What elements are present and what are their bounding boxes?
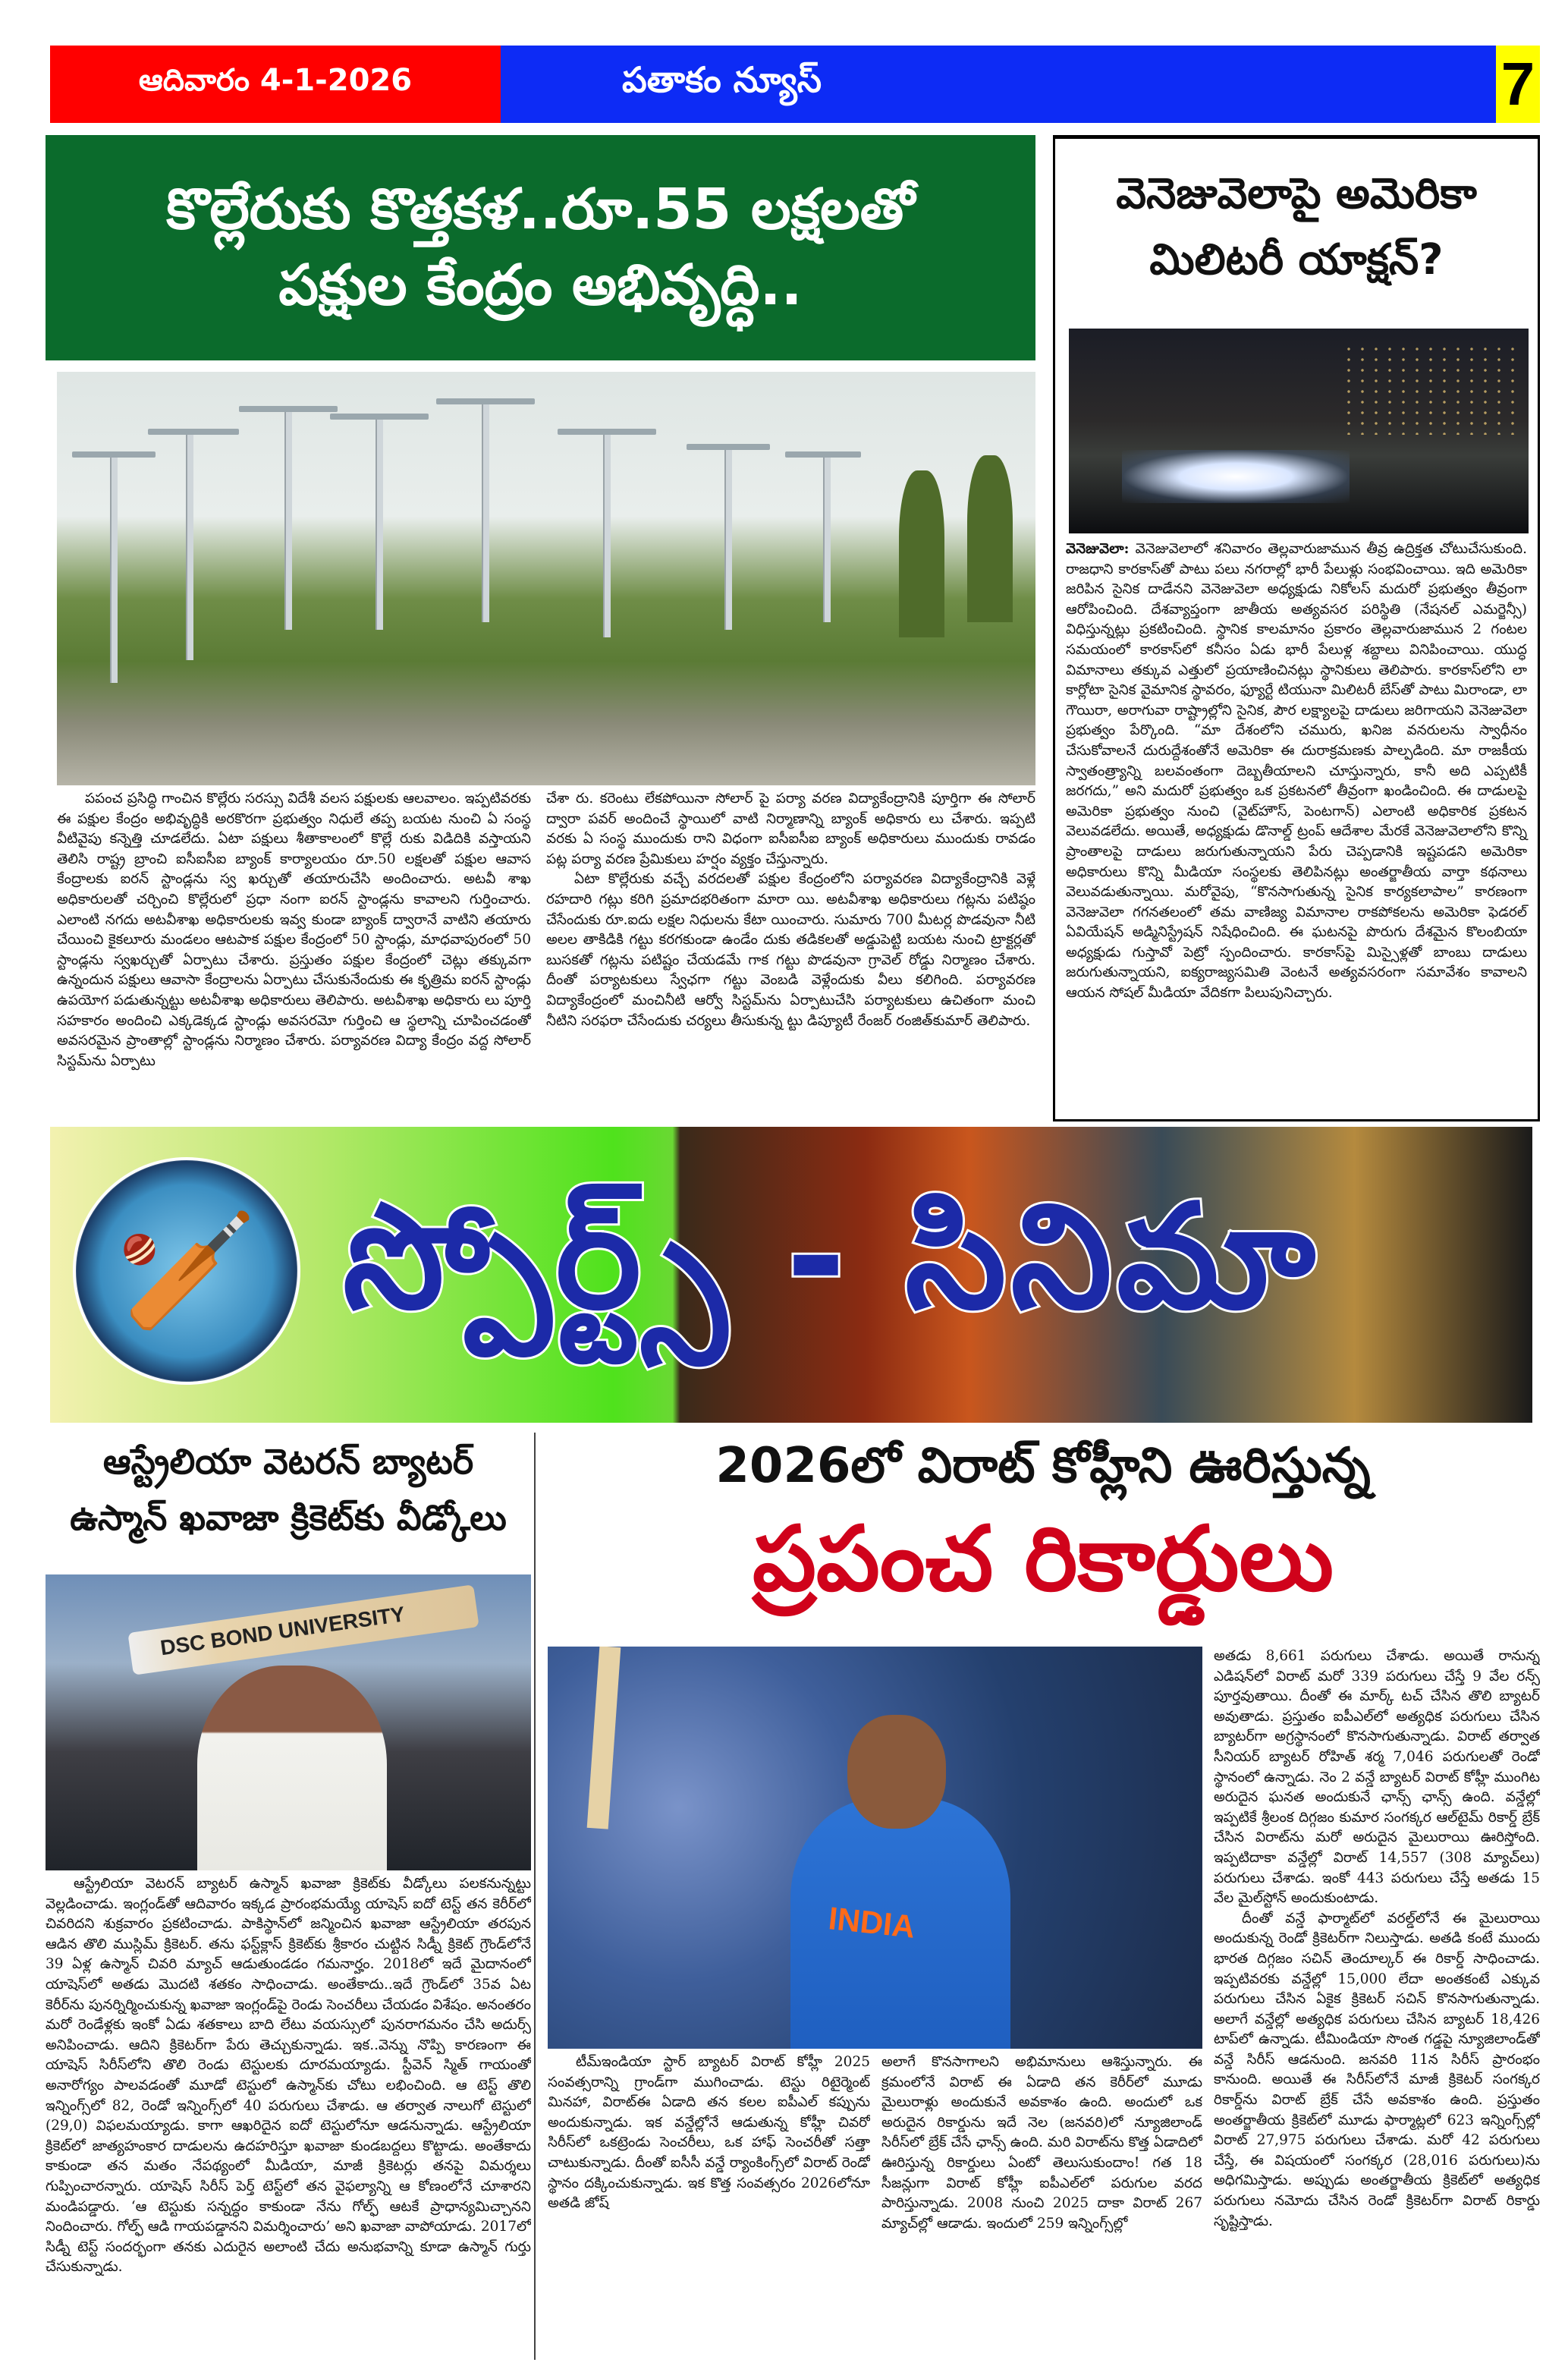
khawaja-headline-line1: ఆస్ట్రేలియా వెటరన్ బ్యాటర్ <box>102 1441 474 1482</box>
venezuela-headline-line2: మిలిటరీ యాక్షన్? <box>1149 234 1444 285</box>
issue-date: ఆదివారం 4-1-2026 <box>138 63 413 98</box>
palm-tree <box>967 455 1013 622</box>
kohli-column-3 <box>1214 1647 1540 2364</box>
khawaja-body <box>46 1874 531 2364</box>
venezuela-story-box <box>1053 135 1540 1121</box>
bat-label: DSC BOND UNIVERSITY <box>127 1584 479 1675</box>
column-divider <box>534 1433 536 2360</box>
page-number-box <box>1496 46 1540 123</box>
sports-cinema-banner <box>50 1127 1532 1423</box>
kohli-headline-line1: 2026లో విరాట్ కోహ్లీని ఊరిస్తున్న <box>715 1438 1371 1494</box>
lead-headline-line1: కొల్లేరుకు కొత్తకళ..రూ.55 లక్షలతో <box>166 176 915 242</box>
lead-paragraph: పపంచ ప్రసిద్ధి గాంచిన కొల్లేరు సరస్సు విదేశీ వలస పక్షులకు ఆలవాలం. ఇప్పటివరకు ఈ పక్షుల కేంద్రం అభివృద్ధికి అరకొరగా ప్రభుత్వం నిధులే తప్ప బయట నుంచి ఏ సంస్థ వీటివైపు కన్నెత్తి చూడలేదు. ఏటా పక్షులు శీతాకాలంలో కొల్లే రుకు విడిదికి వస్తాయని తెలిసి రాష్ట్ర బ్రాంచి ఐసీఐసీఐ బ్యాంక్ కార్యాలయం రూ.50 లక్షలతో పక్షుల ఆవాస కేంద్రాలకు ఐరన్ స్టాండ్లను స్వ ఖర్చుతో తయారుచేసి అందించారు. అటవీ శాఖ అధికారులతో చర్చించి కొల్లేరులో ప్రధా నంగా ఐరన్ స్టాండ్లను కావాలని గుర్తించారు. ఎలాంటి నగదు అటవీశాఖ అధికారులకు ఇవ్వ కుండా బ్యాంక్ ద్వారానే వాటిని తయారు చేయించి కైకలూరు మండలం ఆటపాక పక్షుల కేంద్రంలో 50 స్టాండ్లు, మాధవాపురంలో 50 స్టాండ్లను స్వఖర్చుతో ఏర్పాటు చేశారు. ప్రస్తుతం పక్షుల కేంద్రంలో చెట్లు తక్కువగా ఉన్నందున పక్షులు ఆవాసా కేంద్రాలను ఏర్పాటు చేసుకునేందుకు ఈ కృత్రిమ ఐరన్ స్టాండ్లు ఉపయోగ పడుతున్నట్టు అటవీశాఖ అధికారులు తెలిపారు. అటవీశాఖ అధికారు లు పూర్తి సహకారం అందించి ఎక్కడెక్కడ స్టాండ్లు అవసరమో గుర్తించి ఆ స్థలాన్ని చూపించడంతో అవసరమైన ప్రాంతాల్లో స్టాండ్లను నిర్మాణం చేశారు. పర్యావరణ విద్యా కేంద్రం వద్ద సోలార్ సిస్టమ్‌ను ఏర్పాటు <box>57 791 531 1069</box>
lead-paragraph: చేశా రు. కరెంటు లేకపోయినా సోలార్ పై పర్యా వరణ విద్యాకేంద్రానికి పూర్తిగా ఈ సోలార్ ద్వారా పవర్ అందించే స్థాయిలో వాటి నిర్మాణాన్ని బ్యాంక్ అధికారు లు చేశారు. ఇప్పటి వరకు ఏ సంస్థ ముందుకు రాని విధంగా ఐసీఐసీఐ బ్యాంక్ అధికారులు ముందుకు రావడం పట్ల పర్యా వరణ ప్రేమికులు హర్షం వ్యక్తం చేస్తున్నారు. <box>546 791 1035 867</box>
kohli-headline-line2: ప్రపంచ రికార్డులు <box>753 1506 1334 1611</box>
kohli-column-2 <box>881 2053 1202 2364</box>
lead-headline <box>46 135 1035 360</box>
lead-headline-line2: పక్షుల కేంద్రం అభివృద్ధి.. <box>278 252 803 318</box>
masthead-bar <box>501 46 1496 123</box>
venezuela-text: వెనెజువెలాలో శనివారం తెల్లవారుజామున తీవ్ర ఉద్రిక్తత చోటుచేసుకుంది. రాజధాని కారకాస్‌తో పాటు పలు నగరాల్లో భారీ పేలుళ్లు సంభవించాయి. ఇది అమెరికా జరిపిన సైనిక దాడేనని వెనెజువెలా అధ్యక్షుడు నికోలస్ మదురో ప్రభుత్వం తీవ్రంగా ఆరోపించింది. దేశవ్యాప్తంగా జాతీయ అత్యవసర పరిస్థితి (నేషనల్ ఎమర్జెన్సీ) విధిస్తున్నట్లు ప్రకటించింది. స్థానిక కాలమానం ప్రకారం తెల్లవారుజామున 2 గంటల సమయంలో కారకాస్‌లో కనీసం ఏడు భారీ పేలుళ్ల శబ్దాలు వినిపించాయి. యుద్ధ విమానాలు తక్కువ ఎత్తులో ప్రయాణించినట్లు స్థానికులు తెలిపారు. కారకాస్‌లోని లా కార్లోటా సైనిక వైమానిక స్థావరం, ఫ్యూర్టే టియునా మిలిటరీ బేస్‌తో పాటు మిరాండా, లా గౌయిరా, అరాగువా రాష్ట్రాల్లోని సైనిక, పౌర లక్ష్యాలపై దాడులు జరిగాయని వెనెజువెలా ప్రభుత్వం పేర్కొంది. “మా దేశంలోని చమురు, ఖనిజ వనరులను స్వాధీనం చేసుకోవాలనే దురుద్దేశంతోనే అమెరికా ఈ దురాక్రమణకు పాల్పడింది. మా రాజకీయ స్వాతంత్ర్యాన్ని బలవంతంగా దెబ్బతీయాలని చూస్తున్నారు, కానీ అది ఎప్పటికీ జరగదు,” అని మదురో ప్రభుత్వం ఒక ప్రకటనలో తీవ్రంగా ఖండించింది. ఈ దాడులపై అమెరికా ప్రభుత్వం నుంచి (వైట్‌హౌస్, పెంటగాన్) ఎలాంటి అధికారిక ప్రకటన వెలువడలేదు. అయితే, అధ్యక్షుడు డొనాల్డ్ ట్రంప్ ఆదేశాల మేరకే వెనెజువెలాలోని కొన్ని ప్రాంతాలపై దాడులు జరుగుతున్నాయని పేరు చెప్పడానికి ఇష్టపడని అమెరికా అధికారులు కొన్ని మీడియా సంస్థలకు తెలిపినట్లు అంతర్జాతీయ వార్తా కథనాలు వెలువడుతున్నాయి. మరోవైపు, “కొనసాగుతున్న సైనిక కార్యకలాపాల” కారణంగా వెనెజువెలా గగనతలంలో తమ వాణిజ్య విమానాల రాకపోకలను అమెరికా ఫెడరల్ ఏవియేషన్ అడ్మినిస్ట్రేషన్ నిషేధించింది. ఈ ఘటనపై పొరుగు దేశమైన కొలంబియా అధ్యక్షుడు గుస్తావో పెట్రో స్పందించారు. కారకాస్‌పై మిస్సైళ్లతో బాంబు దాడులు జరుగుతున్నాయని, ఐక్యరాజ్యసమితి వెంటనే అత్యవసరంగా సమావేశం కావాలని ఆయన సోషల్ మీడియా వేదికగా పిలుపునిచ్చారు. <box>1066 541 1527 1002</box>
section-title: స్పోర్ట్స్ - సినిమా <box>343 1173 1320 1341</box>
kohli-paragraph: అలాగే కొనసాగాలని అభిమానులు ఆశిస్తున్నారు. ఈ క్రమంలోనే విరాట్ ఈ ఏడాది తన కెరీర్‌లో మూడు మైలురాళ్లు అందుకునే అవకాశం ఉంది. అందులో ఒక అరుదైన రికార్డును ఇదే నెల (జనవరి)లో న్యూజిలాండ్ సిరీస్‌లో బ్రేక్ చేసే ఛాన్స్ ఉంది. మరి విరాట్‌ను కొత్త ఏడాదిలో ఊరిస్తున్న రికార్డులు ఏంటో తెలుసుకుందాం! గత 18 సీజన్లుగా విరాట్ కోహ్లీ ఐపీఎల్‌లో పరుగుల వరద పారిస్తున్నాడు. 2008 నుంచి 2025 దాకా విరాట్ 267 మ్యాచ్‌ల్లో ఆడాడు. ఇందులో 259 ఇన్నింగ్స్‌ల్లో <box>881 2054 1202 2232</box>
khawaja-photo <box>46 1574 531 1870</box>
paper-name: పతాకం న్యూస్ <box>622 59 822 100</box>
date-bar <box>50 46 501 123</box>
bird-stands-photo <box>57 372 1035 785</box>
page-number: 7 <box>1500 50 1535 118</box>
kohli-paragraph: టీమ్‌ఇండియా స్టార్ బ్యాటర్ విరాట్ కోహ్లీ 2025 సంవత్సరాన్ని గ్రాండ్‌గా ముగించాడు. టెస్టు రిటైర్మెంట్ మినహా, విరాట్‌ఈ ఏడాది తన కలల ఐపీఎల్ కప్పును అందుకున్నాడు. ఇక వన్డేల్లోనే ఆడుతున్న కోహ్లీ చివరో సిరీస్‌లో ఒకట్రెండు సెంచరీలు, ఒక హాఫ్ సెంచరీతో సత్తా చాటుకున్నాడు. దీంతో ఐసీసీ వన్డే ర్యాంకింగ్స్‌లో విరాట్ రెండో స్థానం దక్కించుకున్నాడు. ఇక కొత్త సంవత్సరం 2026లోనూ అతడి జోష్ <box>548 2054 870 2212</box>
cricket-logo-icon: 🏏 <box>73 1157 300 1385</box>
kohli-paragraph: అతడు 8,661 పరుగులు చేశాడు. అయితే రానున్న ఎడిషన్‌లో విరాట్ మరో 339 పరుగులు చేస్తే 9 వేల రన్స్ పూర్తవుతాయి. దీంతో ఈ మార్క్ టచ్ చేసిన తొలి బ్యాటర్ అవుతాడు. ప్రస్తుతం ఐపీఎల్‌లో అత్యధిక పరుగులు చేసిన బ్యాటర్‌గా అగ్రస్థానంలో కొనసాగుతున్నాడు. విరాట్ తర్వాత సీనియర్ బ్యాటర్ రోహిత్ శర్మ 7,046 పరుగులతో రెండో స్థానంలో ఉన్నాడు. నెం 2 వన్డే బ్యాటర్ విరాట్ కోహ్లీ ముంగిట అరుదైన ఘనత అందుకునే ఛాన్స్ ఛాన్స్ ఉంది. వన్డేల్లో ఇప్పటికే శ్రీలంక దిగ్గజం కుమార సంగక్కర ఆల్‌టైమ్ రికార్డ్ బ్రేక్ చేసిన విరాట్‌ను మరో అరుదైన మైలురాయి ఊరిస్తోంది. ఇప్పటిదాకా వన్డేల్లో విరాట్ 14,557 (308 మ్యాచ్‌లు) పరుగులు చేశాడు. ఇంకో 443 పరుగులు చేస్తే అతడు 15 వేల మైల్‌స్టోన్ అందుకుంటాడు. <box>1214 1648 1540 1907</box>
venezuela-dateline: వెనెజువెలా: <box>1066 541 1130 557</box>
venezuela-headline <box>1055 162 1538 294</box>
venezuela-headline-line1: వెనెజువెలాపై అమెరికా <box>1116 169 1477 219</box>
palm-tree <box>899 470 944 637</box>
khawaja-paragraph: ఆస్ట్రేలియా వెటరన్ బ్యాటర్ ఉస్మాన్ ఖవాజా క్రికెట్‌కు వీడ్కోలు పలకనున్నట్టు వెల్లడించాడు. ఇంగ్లండ్‌తో ఆదివారం ఇక్కడ ప్రారంభమయ్యే యాషెస్ ఐదో టెస్ట్ తన కెరీర్‌లో చివరిదని శుక్రవారం ప్రకటించాడు. పాకిస్థాన్‌లో జన్మించిన ఖవాజా ఆస్ట్రేలియా తరపున ఆడిన తొలి ముస్లిమ్ క్రికెటర్. తను ఫస్ట్‌క్లాస్ క్రికెట్‌కు శ్రీకారం చుట్టిన సిడ్నీ క్రికెట్ గ్రౌండ్‌లోనే 39 ఏళ్ల ఉస్మాన్ చివరి మ్యాచ్ ఆడుతుండడం గమనార్హం. 2018లో ఇదే మైదానంలో యాషెస్‌లో అతడు మొదటి శతకం సాధించాడు. అంతేకాదు..ఇదే గ్రౌండ్‌లో 35వ ఏట కెరీర్‌ను పునర్నిర్మించుకున్న ఖవాజా ఇంగ్లండ్‌పై రెండు సెంచరీలు చేయడం విశేషం. అనంతరం మరో రెండేళ్లకు ఇంకో ఏడు శతకాలు బాది లేటు వయస్సులో పునరాగమనం చేసి అదుర్స్ అనిపించాడు. ఆదిని క్రికెటర్‌గా పేరు తెచ్చుకున్నాడు. ఇక..వెన్ను నొప్పి కారణంగా ఈ యాషెస్ సిరీస్‌లోని తొలి రెండు టెస్టులకు దూరమయ్యాడు. స్టీవెన్ స్మిత్ గాయంతో అనారోగ్యం పాలవడంతో మూడో టెస్టులో ఉస్మాన్‌కు చోటు లభించింది. ఆ టెస్ట్ తొలి ఇన్నింగ్స్‌లో 82, రెండో ఇన్నింగ్స్‌లో 40 పరుగులు చేశాడు. ఆ తర్వాత నాలుగో టెస్టులో (29,0) విఫలమయ్యాడు. కాగా ఆఖరిదైన ఐదో టెస్టులోనూ ఆడనున్నాడు. ఆస్ట్రేలియా క్రికెట్‌లో జాత్యహంకార దాడులను ఉదహరిస్తూ ఖవాజా కుండబద్దలు కొట్టాడు. అంతేకాదు కాకుండా తన మతం నేపథ్యంలో మీడియా, మాజీ క్రికెటర్లు తనపై విమర్శలు గుప్పించారన్నారు. యాషెస్ సిరీస్ పెర్త్ టెస్ట్‌లో తన వైఫల్యాన్ని ఆ కోణంలోనే చూశారని మండిపడ్డారు. ‘ఆ టెస్టుకు సన్నద్ధం కాకుండా నేను గోల్ఫ్ ఆటకే ప్రాధాన్యమిచ్చానని నిందించారు. గోల్ఫ్ ఆడి గాయపడ్డానని విమర్శించారు’ అని ఖవాజా వాపోయాడు. 2017లో సిడ్నీ టెస్ట్ సందర్భంగా తనకు ఎదురైన అలాంటి చేదు అనుభవాన్ని కూడా ఉస్మాన్ గుర్తు చేసుకున్నాడు. <box>46 1876 531 2276</box>
lead-story-column-1 <box>57 789 531 1108</box>
lead-paragraph: ఏటా కొల్లేరుకు వచ్చే వరదలతో పక్షుల కేంద్రంలోని పర్యావరణ విద్యాకేంద్రానికి వెళ్లే రహదారి గట్లు కరిగి ప్రమాదభరితంగా మారా యి. అటవీశాఖ అధికారులు గట్లను పటిష్ఠం చేసేందుకు రూ.ఐదు లక్షల నిధులను కేటా యించారు. సుమారు 700 మీటర్ల పొడవునా నీటి అలల తాకిడికి గట్టు కరగకుండా ఉండేం దుకు తడికలతో అడ్డుపెట్టి బయట నుంచి ట్రాక్టర్లతో బుసకతో గట్లను పటిష్టం చేయడమే గాక గట్టు పొడవునా గ్రావెల్ రోడ్డు నిర్మాణం చేశారు. దీంతో పర్యాటకులు స్వేఛగా గట్టు వెంబడి వెళ్లేందుకు వీలు కలిగింది. పర్యావరణ విద్యాకేంద్రంలో మంచినీటి ఆర్వో సిస్టమ్‌ను ఏర్పాటుచేసి పర్యాటకులు ఉచితంగా మంచి నీటిని సరఫరా చేసేందుకు చర్యలు తీసుకున్న ట్టు డిప్యూటీ రేంజర్ రంజిత్‌కుమార్ తెలిపారు. <box>546 871 1035 1029</box>
khawaja-headline <box>46 1434 531 1563</box>
kohli-column-1 <box>548 2053 870 2364</box>
venezuela-body <box>1066 539 1527 1004</box>
lead-story-column-2 <box>546 789 1035 1108</box>
khawaja-headline-line2: ఉస్మాన్ ఖవాజా క్రికెట్‌కు వీడ్కోలు <box>70 1496 507 1538</box>
kohli-paragraph: దీంతో వన్డే ఫార్మాట్‌లో వరల్డ్‌లోనే ఈ మైలురాయి అందుకున్న రెండో క్రికెటర్‌గా నిలుస్తాడు. అతడి కంటే ముందు భారత దిగ్గజం సచిన్ తెందూల్కర్ ఈ రికార్డ్ సాధించాడు. ఇప్పటివరకు వన్డేల్లో 15,000 లేదా అంతకంటే ఎక్కువ పరుగులు చేసిన ఏకైక క్రికెటర్ సచిన్ కొనసాగుతున్నాడు. అలాగే వన్డేల్లో అత్యధిక పరుగులు చేసిన బ్యాటర్ 18,426 టాప్‌లో ఉన్నాడు. టీమిండియా సొంత గడ్డపై న్యూజిలాండ్‌తో వన్డే సిరీస్ ఆడనుంది. జనవరి 11న సిరీస్ ప్రారంభం కానుంది. అయితే ఈ సిరీస్‌లోనే మాజీ క్రికెటర్ సంగక్కర రికార్డ్‌ను విరాట్ బ్రేక్ చేసే అవకాశం ఉంది. ప్రస్తుతం అంతర్జాతీయ క్రికెట్‌లో మూడు ఫార్మాట్లలో 623 ఇన్నింగ్స్‌ల్లో విరాట్ 27,975 పరుగులు చేశాడు. మరో 42 పరుగులు చేస్తే, ఈ విషయంలో సంగక్కర (28,016 పరుగులు)ను అధిగమిస్తాడు. అప్పుడు అంతర్జాతీయ క్రికెట్‌లో అత్యధిక పరుగులు నమోదు చేసిన రెండో క్రికెటర్‌గా విరాట్ రికార్డు సృష్టిస్తాడు. <box>1214 1910 1540 2229</box>
jersey-text: INDIA <box>826 1900 917 1945</box>
kohli-photo <box>548 1647 1202 2049</box>
caracas-night-photo <box>1069 329 1529 533</box>
